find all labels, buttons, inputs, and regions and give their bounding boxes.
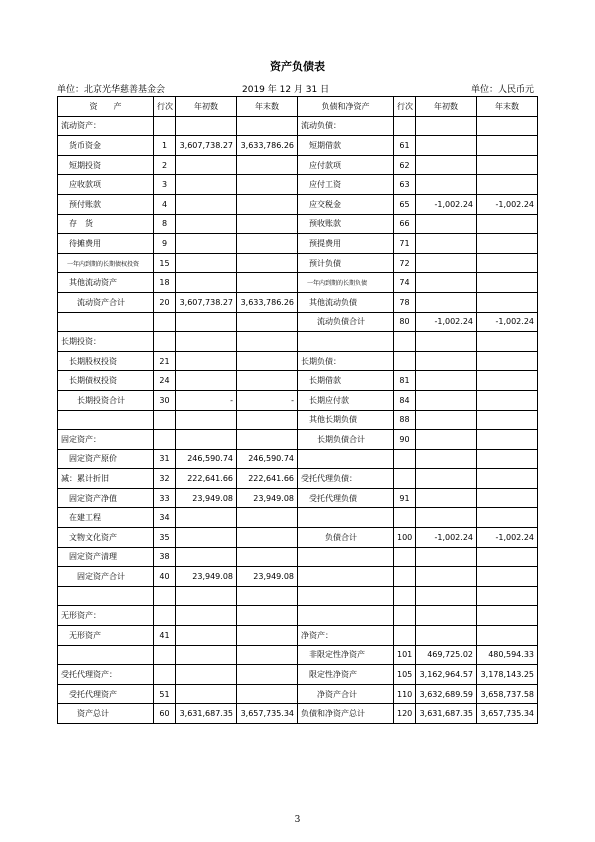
asset-item	[58, 586, 154, 606]
liability-begin-amount: -1,002.24	[416, 528, 477, 548]
asset-end-amount	[237, 430, 298, 450]
asset-line-no: 9	[154, 234, 176, 254]
asset-line-no: 15	[154, 253, 176, 273]
liability-end-amount	[477, 449, 538, 469]
report-date: 2019 年 12 月 31 日	[242, 85, 330, 95]
asset-line-no	[154, 586, 176, 606]
liability-line-no: 88	[394, 410, 416, 430]
asset-begin-amount	[176, 116, 237, 136]
liability-line-no: 84	[394, 390, 416, 410]
liability-begin-amount	[416, 234, 477, 254]
liability-item: 预提费用	[298, 234, 394, 254]
asset-begin-amount	[176, 332, 237, 352]
table-row	[58, 332, 538, 352]
liability-end-amount	[477, 214, 538, 234]
table-row	[58, 194, 538, 214]
liability-end-amount	[477, 586, 538, 606]
liability-begin-amount	[416, 567, 477, 587]
asset-line-no: 1	[154, 136, 176, 156]
liability-end-amount: -1,002.24	[477, 194, 538, 214]
liability-item: 短期借款	[298, 136, 394, 156]
table-row	[58, 684, 538, 704]
liability-end-amount	[477, 371, 538, 391]
asset-item: 固定资产：	[58, 430, 154, 450]
liability-end-amount	[477, 430, 538, 450]
asset-end-amount	[237, 684, 298, 704]
asset-end-amount: 3,633,786.26	[237, 292, 298, 312]
asset-begin-amount	[176, 175, 237, 195]
asset-begin-amount	[176, 194, 237, 214]
asset-line-no	[154, 430, 176, 450]
asset-item: 受托代理资产	[58, 684, 154, 704]
liability-item	[298, 449, 394, 469]
asset-end-amount	[237, 332, 298, 352]
table-row	[58, 626, 538, 646]
table-row	[58, 704, 538, 724]
liability-item	[298, 547, 394, 567]
asset-begin-amount	[176, 234, 237, 254]
liability-begin-amount: -1,002.24	[416, 194, 477, 214]
asset-end-amount	[237, 194, 298, 214]
liability-end-amount: 3,657,735.34	[477, 704, 538, 724]
asset-line-no: 30	[154, 390, 176, 410]
liability-line-no	[394, 547, 416, 567]
liability-end-amount	[477, 606, 538, 626]
asset-begin-amount: 3,607,738.27	[176, 292, 237, 312]
asset-end-amount: 246,590.74	[237, 449, 298, 469]
liability-begin-amount	[416, 410, 477, 430]
table-row	[58, 312, 538, 332]
asset-line-no: 2	[154, 155, 176, 175]
liability-item: 净资产：	[298, 626, 394, 646]
asset-item: 在建工程	[58, 508, 154, 528]
asset-end-amount	[237, 586, 298, 606]
table-row	[58, 606, 538, 626]
header-assets: 资 产	[58, 97, 154, 117]
liability-end-amount	[477, 273, 538, 293]
asset-line-no	[154, 116, 176, 136]
liability-end-amount	[477, 410, 538, 430]
liability-item: 流动负债合计	[298, 312, 394, 332]
liability-begin-amount	[416, 155, 477, 175]
asset-end-amount	[237, 371, 298, 391]
asset-item: 资产总计	[58, 704, 154, 724]
asset-item: 预付账款	[58, 194, 154, 214]
table-row	[58, 567, 538, 587]
liability-begin-amount: 3,162,964.57	[416, 665, 477, 685]
liability-line-no: 101	[394, 645, 416, 665]
asset-line-no	[154, 606, 176, 626]
liability-begin-amount	[416, 332, 477, 352]
liability-line-no	[394, 626, 416, 646]
asset-line-no: 32	[154, 469, 176, 489]
asset-line-no	[154, 665, 176, 685]
asset-item: 货币资金	[58, 136, 154, 156]
asset-end-amount: 3,633,786.26	[237, 136, 298, 156]
asset-end-amount	[237, 606, 298, 626]
liability-item: 受托代理负债：	[298, 469, 394, 489]
asset-item: 受托代理资产：	[58, 665, 154, 685]
liability-end-amount	[477, 175, 538, 195]
liability-line-no: 74	[394, 273, 416, 293]
asset-item: 流动资产合计	[58, 292, 154, 312]
liability-line-no: 100	[394, 528, 416, 548]
table-row	[58, 410, 538, 430]
liability-begin-amount	[416, 469, 477, 489]
asset-end-amount	[237, 273, 298, 293]
header-begin: 年初数	[416, 97, 477, 117]
liability-item	[298, 586, 394, 606]
liability-begin-amount	[416, 449, 477, 469]
liability-item: 非限定性净资产	[298, 645, 394, 665]
liability-end-amount: -1,002.24	[477, 528, 538, 548]
asset-end-amount: -	[237, 390, 298, 410]
liability-item	[298, 567, 394, 587]
asset-line-no: 20	[154, 292, 176, 312]
asset-end-amount	[237, 351, 298, 371]
liability-line-no: 78	[394, 292, 416, 312]
liability-line-no	[394, 449, 416, 469]
liability-item: 应交税金	[298, 194, 394, 214]
asset-item: 固定资产净值	[58, 488, 154, 508]
liability-item: 受托代理负债	[298, 488, 394, 508]
liability-item: 应付款项	[298, 155, 394, 175]
liability-line-no: 71	[394, 234, 416, 254]
liability-begin-amount	[416, 351, 477, 371]
asset-end-amount	[237, 234, 298, 254]
asset-begin-amount: 23,949.08	[176, 567, 237, 587]
liability-item	[298, 606, 394, 626]
asset-begin-amount	[176, 586, 237, 606]
liability-end-amount	[477, 547, 538, 567]
asset-item: 长期投资合计	[58, 390, 154, 410]
liability-item: 流动负债：	[298, 116, 394, 136]
asset-line-no: 3	[154, 175, 176, 195]
asset-item: 固定资产原价	[58, 449, 154, 469]
liability-item	[298, 332, 394, 352]
liability-end-amount	[477, 292, 538, 312]
table-row	[58, 645, 538, 665]
header-line-no: 行次	[154, 97, 176, 117]
asset-item: 存 货	[58, 214, 154, 234]
asset-end-amount	[237, 155, 298, 175]
liability-end-amount	[477, 390, 538, 410]
liability-line-no: 81	[394, 371, 416, 391]
liability-line-no	[394, 116, 416, 136]
asset-item: 长期股权投资	[58, 351, 154, 371]
liability-line-no: 120	[394, 704, 416, 724]
liability-item: 长期负债合计	[298, 430, 394, 450]
liability-begin-amount	[416, 175, 477, 195]
asset-begin-amount	[176, 645, 237, 665]
report-meta	[57, 82, 537, 96]
asset-line-no: 4	[154, 194, 176, 214]
liability-end-amount: -1,002.24	[477, 312, 538, 332]
table-row	[58, 351, 538, 371]
liability-line-no	[394, 351, 416, 371]
asset-item: 长期投资：	[58, 332, 154, 352]
asset-end-amount	[237, 626, 298, 646]
header-liabilities: 负债和净资产	[298, 97, 394, 117]
asset-item: 流动资产：	[58, 116, 154, 136]
liability-line-no: 80	[394, 312, 416, 332]
liability-line-no	[394, 586, 416, 606]
liability-end-amount	[477, 116, 538, 136]
table-row	[58, 273, 538, 293]
liability-begin-amount	[416, 547, 477, 567]
asset-line-no: 38	[154, 547, 176, 567]
table-row	[58, 528, 538, 548]
asset-item: 固定资产清理	[58, 547, 154, 567]
liability-item: 长期借款	[298, 371, 394, 391]
asset-end-amount	[237, 116, 298, 136]
asset-begin-amount	[176, 410, 237, 430]
asset-begin-amount	[176, 508, 237, 528]
asset-item	[58, 645, 154, 665]
table-row	[58, 116, 538, 136]
asset-end-amount: 222,641.66	[237, 469, 298, 489]
asset-item: 减：累计折旧	[58, 469, 154, 489]
asset-line-no: 51	[154, 684, 176, 704]
asset-line-no: 24	[154, 371, 176, 391]
asset-begin-amount	[176, 371, 237, 391]
liability-begin-amount: 3,632,689.59	[416, 684, 477, 704]
asset-item: 一年内到期的长期债权投资	[58, 253, 154, 273]
liability-item	[298, 508, 394, 528]
asset-begin-amount	[176, 626, 237, 646]
table-row	[58, 547, 538, 567]
table-row	[58, 175, 538, 195]
liability-end-amount	[477, 332, 538, 352]
liability-end-amount: 3,178,143.25	[477, 665, 538, 685]
asset-begin-amount	[176, 684, 237, 704]
asset-end-amount	[237, 645, 298, 665]
table-row	[58, 234, 538, 254]
liability-line-no: 65	[394, 194, 416, 214]
table-row	[58, 449, 538, 469]
header-end: 年末数	[477, 97, 538, 117]
header-line-no: 行次	[394, 97, 416, 117]
liability-line-no	[394, 567, 416, 587]
org-unit-label: 单位：北京光华慈善基金会	[57, 85, 166, 95]
asset-item: 无形资产	[58, 626, 154, 646]
liability-begin-amount	[416, 116, 477, 136]
asset-end-amount	[237, 508, 298, 528]
liability-end-amount	[477, 253, 538, 273]
asset-line-no: 41	[154, 626, 176, 646]
asset-end-amount: 3,657,735.34	[237, 704, 298, 724]
liability-end-amount	[477, 488, 538, 508]
liability-line-no: 61	[394, 136, 416, 156]
asset-end-amount: 23,949.08	[237, 488, 298, 508]
table-row	[58, 430, 538, 450]
asset-begin-amount	[176, 665, 237, 685]
header-row	[58, 97, 538, 117]
liability-item: 长期应付款	[298, 390, 394, 410]
liability-begin-amount	[416, 586, 477, 606]
liability-begin-amount	[416, 606, 477, 626]
asset-begin-amount	[176, 528, 237, 548]
table-row	[58, 508, 538, 528]
asset-begin-amount	[176, 253, 237, 273]
table-row	[58, 292, 538, 312]
asset-item: 其他流动资产	[58, 273, 154, 293]
asset-end-amount	[237, 528, 298, 548]
liability-item: 其他流动负债	[298, 292, 394, 312]
asset-line-no	[154, 312, 176, 332]
liability-item: 负债和净资产总计	[298, 704, 394, 724]
table-row	[58, 488, 538, 508]
liability-begin-amount	[416, 292, 477, 312]
liability-end-amount	[477, 351, 538, 371]
asset-begin-amount: 246,590.74	[176, 449, 237, 469]
liability-begin-amount	[416, 273, 477, 293]
table-row	[58, 155, 538, 175]
asset-end-amount	[237, 253, 298, 273]
asset-line-no: 40	[154, 567, 176, 587]
liability-item: 限定性净资产	[298, 665, 394, 685]
liability-line-no: 63	[394, 175, 416, 195]
liability-end-amount: 3,658,737.58	[477, 684, 538, 704]
liability-line-no	[394, 332, 416, 352]
liability-end-amount	[477, 136, 538, 156]
liability-begin-amount	[416, 136, 477, 156]
asset-item	[58, 312, 154, 332]
liability-begin-amount: -1,002.24	[416, 312, 477, 332]
asset-line-no: 8	[154, 214, 176, 234]
asset-end-amount	[237, 665, 298, 685]
asset-item: 短期投资	[58, 155, 154, 175]
asset-item: 无形资产：	[58, 606, 154, 626]
asset-begin-amount: 222,641.66	[176, 469, 237, 489]
liability-item: 长期负债：	[298, 351, 394, 371]
asset-begin-amount	[176, 430, 237, 450]
liability-begin-amount	[416, 253, 477, 273]
asset-end-amount	[237, 410, 298, 430]
header-begin: 年初数	[176, 97, 237, 117]
table-row	[58, 665, 538, 685]
liability-line-no: 110	[394, 684, 416, 704]
liability-begin-amount	[416, 508, 477, 528]
asset-item: 应收款项	[58, 175, 154, 195]
liability-begin-amount: 469,725.02	[416, 645, 477, 665]
asset-line-no	[154, 410, 176, 430]
liability-item: 应付工资	[298, 175, 394, 195]
liability-end-amount	[477, 469, 538, 489]
asset-end-amount: 23,949.08	[237, 567, 298, 587]
liability-begin-amount	[416, 488, 477, 508]
liability-item: 负债合计	[298, 528, 394, 548]
liability-end-amount	[477, 155, 538, 175]
liability-line-no: 105	[394, 665, 416, 685]
asset-begin-amount: 3,607,738.27	[176, 136, 237, 156]
liability-end-amount: 480,594.33	[477, 645, 538, 665]
liability-line-no: 91	[394, 488, 416, 508]
liability-begin-amount	[416, 626, 477, 646]
page-title: 资产负债表	[270, 60, 325, 73]
liability-item: 预收账款	[298, 214, 394, 234]
liability-begin-amount: 3,631,687.35	[416, 704, 477, 724]
asset-item: 文物文化资产	[58, 528, 154, 548]
liability-begin-amount	[416, 390, 477, 410]
liability-line-no: 90	[394, 430, 416, 450]
liability-begin-amount	[416, 430, 477, 450]
page-number: 3	[294, 815, 301, 825]
liability-item: 一年内到期的长期负债	[298, 273, 394, 293]
asset-end-amount	[237, 312, 298, 332]
liability-begin-amount	[416, 371, 477, 391]
asset-line-no: 35	[154, 528, 176, 548]
liability-line-no: 66	[394, 214, 416, 234]
liability-line-no: 72	[394, 253, 416, 273]
liability-item: 预计负债	[298, 253, 394, 273]
asset-end-amount	[237, 175, 298, 195]
table-row	[58, 390, 538, 410]
asset-line-no: 21	[154, 351, 176, 371]
table-row	[58, 469, 538, 489]
asset-begin-amount	[176, 273, 237, 293]
asset-line-no: 31	[154, 449, 176, 469]
asset-line-no: 18	[154, 273, 176, 293]
liability-item: 净资产合计	[298, 684, 394, 704]
asset-line-no	[154, 332, 176, 352]
liability-end-amount	[477, 567, 538, 587]
liability-end-amount	[477, 508, 538, 528]
table-row	[58, 214, 538, 234]
asset-begin-amount	[176, 351, 237, 371]
currency-label: 单位：人民币元	[470, 85, 534, 95]
balance-sheet-table	[57, 96, 538, 724]
asset-begin-amount: 23,949.08	[176, 488, 237, 508]
liability-line-no: 62	[394, 155, 416, 175]
asset-begin-amount	[176, 547, 237, 567]
liability-item: 其他长期负债	[298, 410, 394, 430]
asset-end-amount	[237, 547, 298, 567]
table-row	[58, 586, 538, 606]
liability-end-amount	[477, 234, 538, 254]
table-row	[58, 253, 538, 273]
liability-line-no	[394, 606, 416, 626]
liability-begin-amount	[416, 214, 477, 234]
asset-item: 待摊费用	[58, 234, 154, 254]
asset-line-no	[154, 645, 176, 665]
liability-end-amount	[477, 626, 538, 646]
asset-begin-amount: 3,631,687.35	[176, 704, 237, 724]
liability-line-no	[394, 508, 416, 528]
asset-line-no: 33	[154, 488, 176, 508]
asset-begin-amount: -	[176, 390, 237, 410]
asset-begin-amount	[176, 312, 237, 332]
liability-line-no	[394, 469, 416, 489]
asset-begin-amount	[176, 155, 237, 175]
asset-item: 长期债权投资	[58, 371, 154, 391]
asset-begin-amount	[176, 606, 237, 626]
table-row	[58, 136, 538, 156]
asset-item: 固定资产合计	[58, 567, 154, 587]
asset-line-no: 34	[154, 508, 176, 528]
asset-item	[58, 410, 154, 430]
asset-begin-amount	[176, 214, 237, 234]
asset-line-no: 60	[154, 704, 176, 724]
table-row	[58, 371, 538, 391]
header-end: 年末数	[237, 97, 298, 117]
asset-end-amount	[237, 214, 298, 234]
